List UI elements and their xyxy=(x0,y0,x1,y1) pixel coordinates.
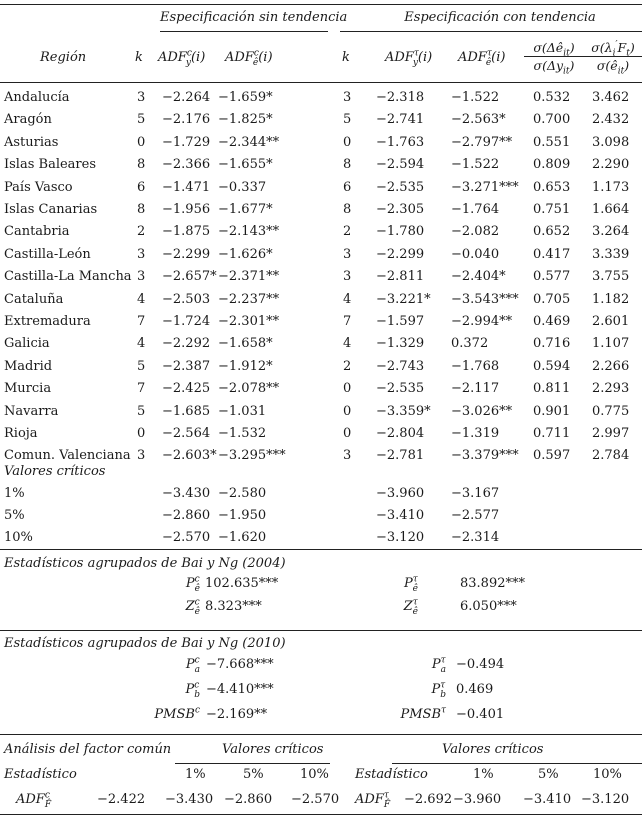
adfe-t-value: −3.271*** xyxy=(451,180,519,195)
adfy-c-value: −1.729 xyxy=(162,135,211,150)
factor-crit-con: −3.410 xyxy=(523,792,572,807)
bai2010-value-sin: −7.668*** xyxy=(206,657,274,672)
bai2010-stat-label-con: $PMSB^\tau$ xyxy=(400,705,446,722)
ratio2-value: 3.755 xyxy=(592,269,630,284)
ratio1-value: 0.594 xyxy=(533,359,571,374)
bai2010-value-con: −0.494 xyxy=(456,657,505,672)
ratio2-value: 2.266 xyxy=(592,359,630,374)
adfy-t-value: −2.741 xyxy=(376,112,425,127)
region-name: Murcia xyxy=(4,381,52,396)
factor-rule-left xyxy=(175,763,330,764)
adfe-c-value: −1.912* xyxy=(218,359,273,374)
factor-stat-label-left: Estadístico xyxy=(4,767,77,782)
ratio1-value: 0.711 xyxy=(533,426,571,441)
factor-crit-sin: −3.430 xyxy=(165,792,214,807)
factor-level-right: 5% xyxy=(538,767,559,782)
bai2004-stat-label-con: $Z^\tau_ê$ xyxy=(403,597,418,617)
bai2004-value-con: 6.050*** xyxy=(460,599,517,614)
ratio1-value: 0.811 xyxy=(533,381,571,396)
rule-before-bai2004 xyxy=(0,549,642,550)
adfe-t-value: −1.522 xyxy=(451,90,500,105)
adfe-t-value: −2.994** xyxy=(451,314,513,329)
bai2010-title: Estadísticos agrupados de Bai y Ng (2010) xyxy=(4,636,286,651)
col-header-ratio2: $\sigma(\lambda_i'F_t)$ $\sigma(ê_{it})$ xyxy=(584,40,642,73)
adfe-c-value: −1.825* xyxy=(218,112,273,127)
factor-stat-symbol-sin: $ADF^c_{F̂}$ xyxy=(16,790,52,810)
k-con: 4 xyxy=(343,292,352,307)
adfy-c-value: −1.875 xyxy=(162,224,211,239)
critical-adfy-t: −3.410 xyxy=(376,508,425,523)
ratio1-value: 0.652 xyxy=(533,224,571,239)
adfe-t-value: −2.563* xyxy=(451,112,506,127)
factor-stat-label-right: Estadístico xyxy=(355,767,428,782)
adfy-c-value: −2.264 xyxy=(162,90,211,105)
adfe-c-value: −2.237** xyxy=(218,292,280,307)
critical-adfe-c: −1.620 xyxy=(218,530,267,545)
adfe-t-value: −2.082 xyxy=(451,224,500,239)
ratio1-value: 0.901 xyxy=(533,404,571,419)
adfy-c-value: −1.956 xyxy=(162,202,211,217)
adfy-c-value: −2.603* xyxy=(162,448,217,463)
region-name: Castilla-La Mancha xyxy=(4,269,132,284)
bai2010-stat-label-sin: $P^c_a$ xyxy=(185,655,200,675)
critical-adfy-t: −3.120 xyxy=(376,530,425,545)
bai2004-stat-label-sin: $Z^c_ê$ xyxy=(185,597,200,617)
ratio2-value: 2.601 xyxy=(592,314,630,329)
factor-crit-sin: −2.570 xyxy=(291,792,340,807)
adfy-t-value: −2.781 xyxy=(376,448,425,463)
adfe-t-value: −2.404* xyxy=(451,269,506,284)
k-con: 2 xyxy=(343,224,352,239)
adfy-t-value: −1.329 xyxy=(376,336,425,351)
k-con: 2 xyxy=(343,359,352,374)
bai2010-stat-label-con: $P^\tau_a$ xyxy=(431,655,446,675)
col-header-ratio1: $\sigma(\Delta ê_{it})$ $\sigma(\Delta y_{it})$ xyxy=(524,40,584,73)
region-name: Aragón xyxy=(4,112,52,127)
k-sin: 7 xyxy=(137,381,146,396)
adfy-c-value: −2.425 xyxy=(162,381,211,396)
adfy-c-value: −1.724 xyxy=(162,314,211,329)
adfe-c-value: −1.677* xyxy=(218,202,273,217)
factor-title: Análisis del factor común xyxy=(4,742,172,757)
adfe-c-value: −3.295*** xyxy=(218,448,286,463)
factor-crit-label-right: Valores críticos xyxy=(442,742,544,757)
ratio1-value: 0.551 xyxy=(533,135,571,150)
adfe-t-value: 0.372 xyxy=(451,336,489,351)
adfe-t-value: −3.026** xyxy=(451,404,513,419)
bai2010-value-con: −0.401 xyxy=(456,707,505,722)
ratio2-value: 0.775 xyxy=(592,404,630,419)
adfe-c-value: −0.337 xyxy=(218,180,267,195)
bottom-rule xyxy=(0,814,642,815)
factor-crit-sin: −2.860 xyxy=(224,792,273,807)
group-rule-sin xyxy=(160,31,328,32)
adfe-c-value: −2.371** xyxy=(218,269,280,284)
region-name: Extremadura xyxy=(4,314,91,329)
adfy-t-value: −1.763 xyxy=(376,135,425,150)
ratio1-value: 0.653 xyxy=(533,180,571,195)
factor-crit-con: −3.960 xyxy=(453,792,502,807)
region-name: Galicia xyxy=(4,336,50,351)
region-name: Asturias xyxy=(4,135,59,150)
critical-values-title: Valores críticos xyxy=(4,464,106,479)
k-sin: 3 xyxy=(137,247,146,262)
k-con: 3 xyxy=(343,90,352,105)
group-header-con: Especificación con tendencia xyxy=(404,10,596,25)
ratio1-value: 0.417 xyxy=(533,247,571,262)
k-con: 3 xyxy=(343,448,352,463)
adfy-c-value: −2.176 xyxy=(162,112,211,127)
adfe-c-value: −1.626* xyxy=(218,247,273,262)
k-sin: 7 xyxy=(137,314,146,329)
group-header-sin: Especificación sin tendencia xyxy=(160,10,348,25)
critical-level: 10% xyxy=(4,530,33,545)
ratio1-value: 0.705 xyxy=(533,292,571,307)
factor-stat-symbol-con: $ADF^\tau_{F̂}$ xyxy=(355,790,391,810)
adfy-c-value: −2.503 xyxy=(162,292,211,307)
col-header-region: Región xyxy=(40,50,87,65)
bai2010-stat-label-con: $P^\tau_b$ xyxy=(431,680,446,700)
critical-adfe-c: −2.580 xyxy=(218,486,267,501)
bai2004-value-sin: 102.635*** xyxy=(205,576,279,591)
adfy-t-value: −2.318 xyxy=(376,90,425,105)
col-header-k1: k xyxy=(135,50,143,65)
k-con: 8 xyxy=(343,202,352,217)
k-sin: 6 xyxy=(137,180,146,195)
adfe-c-value: −2.344** xyxy=(218,135,280,150)
k-con: 5 xyxy=(343,112,352,127)
adfy-t-value: −3.221* xyxy=(376,292,431,307)
ratio2-value: 2.997 xyxy=(592,426,630,441)
adfe-c-value: −2.143** xyxy=(218,224,280,239)
k-con: 3 xyxy=(343,269,352,284)
factor-level-left: 10% xyxy=(300,767,329,782)
k-con: 0 xyxy=(343,381,352,396)
k-con: 6 xyxy=(343,180,352,195)
group-rule-con xyxy=(340,31,642,32)
adfe-c-value: −1.658* xyxy=(218,336,273,351)
adfe-t-value: −1.522 xyxy=(451,157,500,172)
ratio1-value: 0.469 xyxy=(533,314,571,329)
k-sin: 8 xyxy=(137,157,146,172)
factor-rule-right xyxy=(392,763,642,764)
ratio2-value: 1.182 xyxy=(592,292,630,307)
top-rule xyxy=(0,4,642,5)
k-con: 3 xyxy=(343,247,352,262)
bai2010-value-con: 0.469 xyxy=(456,682,494,697)
factor-level-right: 1% xyxy=(473,767,494,782)
factor-value-con: −2.692 xyxy=(404,792,453,807)
k-sin: 0 xyxy=(137,426,146,441)
adfy-t-value: −2.299 xyxy=(376,247,425,262)
k-sin: 5 xyxy=(137,112,146,127)
region-name: País Vasco xyxy=(4,180,73,195)
region-name: Islas Canarias xyxy=(4,202,98,217)
region-name: Navarra xyxy=(4,404,59,419)
critical-level: 1% xyxy=(4,486,25,501)
adfe-c-value: −2.078** xyxy=(218,381,280,396)
col-header-k2: k xyxy=(342,50,350,65)
ratio1-value: 0.597 xyxy=(533,448,571,463)
factor-level-left: 5% xyxy=(243,767,264,782)
critical-level: 5% xyxy=(4,508,25,523)
adfy-c-value: −2.657* xyxy=(162,269,217,284)
adfe-t-value: −3.543*** xyxy=(451,292,519,307)
adfe-t-value: −1.764 xyxy=(451,202,500,217)
adfy-t-value: −2.594 xyxy=(376,157,425,172)
adfy-t-value: −2.535 xyxy=(376,381,425,396)
adfe-t-value: −1.768 xyxy=(451,359,500,374)
header-rule xyxy=(0,82,642,83)
adfy-c-value: −2.564 xyxy=(162,426,211,441)
ratio2-value: 3.462 xyxy=(592,90,630,105)
adfy-c-value: −1.471 xyxy=(162,180,211,195)
k-con: 0 xyxy=(343,404,352,419)
critical-adfe-c: −1.950 xyxy=(218,508,267,523)
k-sin: 3 xyxy=(137,90,146,105)
adfy-t-value: −1.780 xyxy=(376,224,425,239)
region-name: Cataluña xyxy=(4,292,64,307)
ratio2-value: 3.339 xyxy=(592,247,630,262)
ratio2-value: 2.784 xyxy=(592,448,630,463)
bai2004-stat-label-sin: $P^c_ê$ xyxy=(185,574,200,594)
ratio1-value: 0.809 xyxy=(533,157,571,172)
bai2010-stat-label-sin: $P^c_b$ xyxy=(185,680,200,700)
adfy-t-value: −2.535 xyxy=(376,180,425,195)
adfe-c-value: −1.659* xyxy=(218,90,273,105)
ratio1-value: 0.700 xyxy=(533,112,571,127)
region-name: Madrid xyxy=(4,359,53,374)
col-header-adfy-t: $ADF^\tau_y(i)$ xyxy=(385,48,433,68)
ratio1-value: 0.716 xyxy=(533,336,571,351)
adfy-t-value: −2.743 xyxy=(376,359,425,374)
k-con: 0 xyxy=(343,135,352,150)
k-sin: 0 xyxy=(137,135,146,150)
adfe-c-value: −2.301** xyxy=(218,314,280,329)
factor-level-left: 1% xyxy=(185,767,206,782)
ratio2-value: 1.664 xyxy=(592,202,630,217)
k-sin: 5 xyxy=(137,404,146,419)
factor-level-right: 10% xyxy=(593,767,622,782)
bai2010-value-sin: −4.410*** xyxy=(206,682,274,697)
bai2010-stat-label-sin: PMSB$^c$ xyxy=(154,705,200,722)
ratio2-value: 3.264 xyxy=(592,224,630,239)
ratio1-value: 0.532 xyxy=(533,90,571,105)
critical-adfy-c: −2.570 xyxy=(162,530,211,545)
critical-adfe-t: −3.167 xyxy=(451,486,500,501)
ratio2-value: 2.290 xyxy=(592,157,630,172)
critical-adfy-t: −3.960 xyxy=(376,486,425,501)
region-name: Castilla-León xyxy=(4,247,91,262)
region-name: Comun. Valenciana xyxy=(4,448,131,463)
critical-adfy-c: −2.860 xyxy=(162,508,211,523)
critical-adfy-c: −3.430 xyxy=(162,486,211,501)
k-con: 8 xyxy=(343,157,352,172)
rule-before-bai2010 xyxy=(0,630,642,631)
k-sin: 5 xyxy=(137,359,146,374)
bai2004-value-sin: 8.323*** xyxy=(205,599,262,614)
k-sin: 3 xyxy=(137,448,146,463)
adfy-c-value: −2.292 xyxy=(162,336,211,351)
col-header-adfy-c: $ADF^c_y(i)$ xyxy=(158,48,206,68)
adfy-c-value: −2.299 xyxy=(162,247,211,262)
factor-crit-con: −3.120 xyxy=(581,792,630,807)
adfe-c-value: −1.532 xyxy=(218,426,267,441)
rule-before-factor xyxy=(0,734,642,735)
adfe-t-value: −2.797** xyxy=(451,135,513,150)
region-name: Islas Baleares xyxy=(4,157,97,172)
k-con: 4 xyxy=(343,336,352,351)
ratio1-value: 0.577 xyxy=(533,269,571,284)
k-sin: 4 xyxy=(137,336,146,351)
region-name: Rioja xyxy=(4,426,38,441)
adfy-t-value: −2.305 xyxy=(376,202,425,217)
k-sin: 2 xyxy=(137,224,146,239)
adfe-t-value: −3.379*** xyxy=(451,448,519,463)
k-sin: 8 xyxy=(137,202,146,217)
adfe-t-value: −2.117 xyxy=(451,381,500,396)
ratio2-value: 1.107 xyxy=(592,336,630,351)
region-name: Cantabria xyxy=(4,224,70,239)
adfy-c-value: −1.685 xyxy=(162,404,211,419)
bai2004-value-con: 83.892*** xyxy=(460,576,525,591)
ratio2-value: 3.098 xyxy=(592,135,630,150)
k-sin: 3 xyxy=(137,269,146,284)
region-name: Andalucía xyxy=(4,90,70,105)
factor-value-sin: −2.422 xyxy=(97,792,146,807)
critical-adfe-t: −2.314 xyxy=(451,530,500,545)
adfy-t-value: −1.597 xyxy=(376,314,425,329)
adfe-t-value: −0.040 xyxy=(451,247,500,262)
col-header-adfe-t: $ADF^\tau_ê(i)$ xyxy=(458,48,506,68)
ratio1-value: 0.751 xyxy=(533,202,571,217)
ratio2-value: 2.293 xyxy=(592,381,630,396)
adfy-t-value: −3.359* xyxy=(376,404,431,419)
critical-adfe-t: −2.577 xyxy=(451,508,500,523)
col-header-adfe-c: $ADF^c_ê(i)$ xyxy=(225,48,273,68)
adfy-c-value: −2.366 xyxy=(162,157,211,172)
bai2004-stat-label-con: $P^\tau_ê$ xyxy=(403,574,418,594)
adfe-c-value: −1.031 xyxy=(218,404,267,419)
bai2010-value-sin: −2.169** xyxy=(206,707,268,722)
bai2004-title: Estadísticos agrupados de Bai y Ng (2004) xyxy=(4,556,286,571)
k-sin: 4 xyxy=(137,292,146,307)
ratio2-value: 1.173 xyxy=(592,180,630,195)
adfy-t-value: −2.811 xyxy=(376,269,425,284)
ratio2-value: 2.432 xyxy=(592,112,630,127)
adfy-c-value: −2.387 xyxy=(162,359,211,374)
k-con: 0 xyxy=(343,426,352,441)
adfy-t-value: −2.804 xyxy=(376,426,425,441)
adfe-c-value: −1.655* xyxy=(218,157,273,172)
k-con: 7 xyxy=(343,314,352,329)
adfe-t-value: −1.319 xyxy=(451,426,500,441)
factor-crit-label-left: Valores críticos xyxy=(222,742,324,757)
